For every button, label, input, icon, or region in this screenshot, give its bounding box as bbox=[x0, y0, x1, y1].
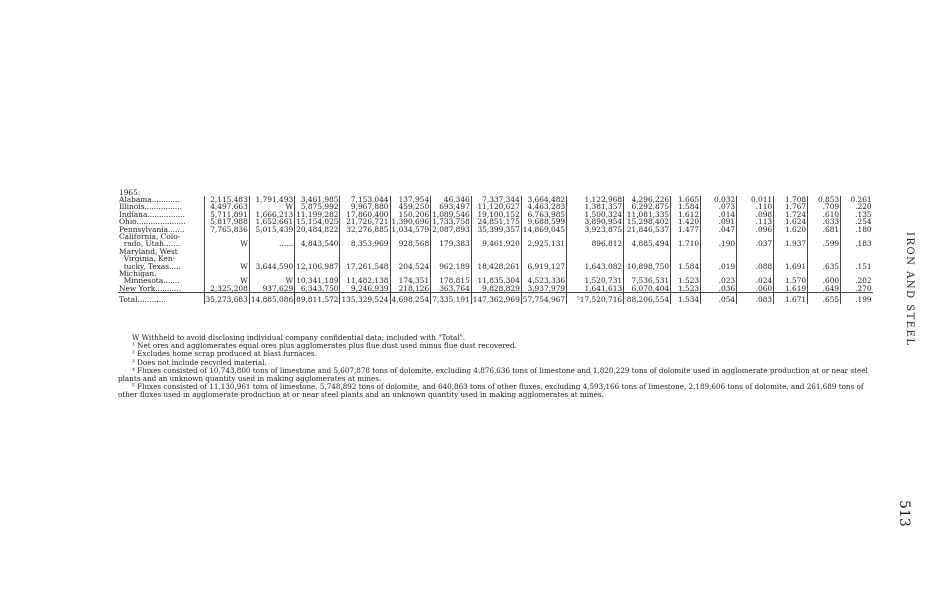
footnote-line: plants and an unknown quantity used in making agglomerates at mines. bbox=[118, 374, 382, 384]
table-cell: 10,898,750 bbox=[624, 248, 671, 270]
row-label bbox=[118, 248, 204, 270]
table-cell: 17,860,400 bbox=[340, 211, 390, 218]
table-cell: 3,890,954 bbox=[567, 218, 624, 225]
table-cell: W bbox=[204, 248, 249, 270]
footnote-line: other fluxes used in agglomerate production at or near steel plants and an unknown quantity used in making agglomerates at mines. bbox=[118, 390, 604, 400]
table-cell: 9,688,599 bbox=[521, 218, 566, 225]
table-cell: 0.011 bbox=[737, 196, 774, 203]
table-cell: 4,885,494 bbox=[624, 233, 671, 248]
footnotes bbox=[118, 334, 883, 400]
table-cell: 1.620 bbox=[774, 226, 808, 233]
table-cell: .180 bbox=[841, 226, 873, 233]
table-cell: 10,341,189 bbox=[295, 270, 340, 285]
table-cell: 150,206 bbox=[390, 211, 431, 218]
table-cell: 12,106,987 bbox=[295, 248, 340, 270]
table-cell: 1,381,357 bbox=[567, 203, 624, 210]
table-cell: 174,351 bbox=[390, 270, 431, 285]
table-cell: 19,100,152 bbox=[471, 211, 521, 218]
row-label-line: Pennsylvania....... bbox=[119, 224, 185, 234]
table-cell: 1.671 bbox=[774, 293, 808, 304]
table-cell: 11,199,282 bbox=[296, 209, 339, 219]
table-cell: .083 bbox=[737, 293, 774, 304]
row-label-line: Indiana................ bbox=[119, 209, 185, 219]
table-cell: .199 bbox=[841, 293, 873, 304]
table-cell: 9,967,880 bbox=[340, 203, 390, 210]
table-cell: .681 bbox=[808, 226, 841, 233]
footnote-line: ³ Does not include recycled material. bbox=[132, 357, 267, 367]
table-cell: .088 bbox=[737, 248, 774, 270]
table-cell: 7,335,191 bbox=[431, 293, 472, 304]
row-label-line: tucky, Texas..... bbox=[119, 261, 181, 271]
table-cell: 204,524 bbox=[390, 248, 431, 270]
row-label-line: Illinois................ bbox=[119, 202, 182, 212]
table-cell: 5,817,988 bbox=[204, 218, 249, 225]
table-cell: 6,919,127 bbox=[521, 248, 566, 270]
row-label-line: Alabama............ bbox=[119, 195, 180, 204]
table-cell: .202 bbox=[841, 270, 873, 285]
table-cell: 1.665 bbox=[671, 196, 701, 203]
table-cell: 8,353,969 bbox=[340, 233, 390, 248]
table-cell: 218,126 bbox=[390, 285, 431, 293]
table-cell: W bbox=[249, 270, 294, 285]
table-cell: 3,937,979 bbox=[521, 285, 566, 293]
table-cell: 17,261,548 bbox=[340, 248, 390, 270]
table-cell: 4,296,226 bbox=[624, 196, 671, 203]
table-cell: 46,346 bbox=[431, 196, 472, 203]
table-cell: 6,343,750 bbox=[295, 285, 340, 293]
table-cell: 57,754,967 bbox=[521, 293, 566, 304]
table-cell: 1,034,579 bbox=[391, 224, 430, 234]
table-cell: .600 bbox=[808, 270, 841, 285]
table-cell: 7,765,836 bbox=[204, 226, 249, 233]
table-cell: 2,325,208 bbox=[204, 285, 249, 293]
table-cell: 1,390,696 bbox=[391, 217, 430, 227]
year-label: 1965: bbox=[119, 187, 141, 197]
footnote-line: W Withheld to avoid disclosing individual company confidential data; included with "Total". bbox=[132, 333, 466, 342]
table-cell: .635 bbox=[808, 248, 841, 270]
table-cell: W bbox=[204, 233, 249, 248]
table-cell: 1,500,324 bbox=[567, 211, 624, 218]
table-cell: .270 bbox=[841, 285, 873, 293]
table-cell: 1.570 bbox=[774, 270, 808, 285]
table-cell: W bbox=[249, 203, 294, 210]
table-cell: .024 bbox=[737, 270, 774, 285]
table-cell: 32,276,885 bbox=[340, 226, 390, 233]
table-cell: 9,246,939 bbox=[340, 285, 390, 293]
table-cell: 4,463,283 bbox=[521, 203, 566, 210]
table-cell: .151 bbox=[841, 248, 873, 270]
table-cell: .019 bbox=[701, 248, 737, 270]
table-cell: 9,461,920 bbox=[471, 233, 521, 248]
table-row bbox=[118, 293, 873, 304]
table-cell: .110 bbox=[737, 203, 774, 210]
table-cell: .014 bbox=[701, 211, 737, 218]
table-cell: 1,641,613 bbox=[567, 285, 624, 293]
row-label-line: Michigan, bbox=[119, 269, 157, 279]
table-cell: 1,733,758 bbox=[432, 217, 470, 227]
table-cell: 1.534 bbox=[671, 293, 701, 304]
row-label-line: Virginia, Ken- bbox=[119, 254, 176, 264]
page-number: 513 bbox=[896, 500, 912, 527]
row-label bbox=[118, 270, 204, 285]
table-cell: 1.420 bbox=[671, 218, 701, 225]
table-cell: 1.612 bbox=[671, 211, 701, 218]
table-cell: 1.937 bbox=[774, 233, 808, 248]
table-cell: 1.710 bbox=[671, 233, 701, 248]
table-cell: 962,189 bbox=[431, 248, 472, 270]
table-cell: .091 bbox=[701, 218, 737, 225]
table-cell: 1.624 bbox=[774, 218, 808, 225]
table-cell: 1,666,213 bbox=[249, 211, 294, 218]
table-cell: 15,154,025 bbox=[296, 217, 339, 227]
table-cell: .190 bbox=[701, 233, 737, 248]
row-label-line: Total............ bbox=[119, 295, 166, 305]
table-cell: .113 bbox=[737, 218, 774, 225]
table-cell: 24,851,175 bbox=[471, 218, 521, 225]
table-cell: 896,812 bbox=[567, 233, 624, 248]
table-cell: 1.584 bbox=[671, 203, 701, 210]
table-cell: .054 bbox=[701, 293, 737, 304]
table-cell: 3,461,985 bbox=[295, 196, 340, 203]
table-cell: 4,698,254 bbox=[390, 293, 431, 304]
table-cell: .135 bbox=[841, 211, 873, 218]
table-cell: 5,875,992 bbox=[295, 203, 340, 210]
table-cell: 1.523 bbox=[671, 285, 701, 293]
table-body bbox=[118, 188, 873, 304]
table-cell: 1.691 bbox=[774, 248, 808, 270]
running-head: IRON AND STEEL bbox=[904, 232, 915, 347]
row-label bbox=[118, 285, 204, 293]
table-cell: 89,811,572 bbox=[295, 293, 340, 304]
table-cell: 178,815 bbox=[431, 270, 472, 285]
table-cell: 2,115,483 bbox=[204, 196, 249, 203]
footnote-line: ¹ Net ores and agglomerates equal ores plus agglomerates plus flue dust used minus flue dust recovered. bbox=[132, 341, 517, 351]
table-cell: .073 bbox=[701, 203, 737, 210]
table-cell: 18,428,261 bbox=[471, 248, 521, 270]
row-label-line: California, Colo- bbox=[119, 232, 181, 242]
table-cell: 179,383 bbox=[431, 233, 472, 248]
table-cell: 1,089,546 bbox=[432, 209, 470, 219]
data-table bbox=[118, 188, 873, 304]
table-cell: 21,726,721 bbox=[340, 218, 390, 225]
table-cell: 0.853 bbox=[808, 196, 841, 203]
table-row bbox=[118, 233, 873, 248]
table-cell: 1,122,968 bbox=[567, 196, 624, 203]
table-cell: 14,885,086 bbox=[249, 293, 294, 304]
table-cell: 363,764 bbox=[431, 285, 472, 293]
table-cell: 2,087,893 bbox=[432, 224, 470, 234]
row-label-line: Maryland, West bbox=[119, 246, 178, 256]
table-cell: 2,925,131 bbox=[521, 233, 566, 248]
table-cell: 7,337,344 bbox=[471, 196, 521, 203]
row-label-line: rado, Utah....... bbox=[119, 239, 181, 249]
table-cell: .047 bbox=[701, 226, 737, 233]
table-cell: .709 bbox=[808, 203, 841, 210]
table-cell: W bbox=[204, 270, 249, 285]
row-label bbox=[118, 233, 204, 248]
table-cell: 88,206,554 bbox=[624, 293, 671, 304]
table-cell: 1.767 bbox=[774, 203, 808, 210]
row-label-line: Ohio..................... bbox=[119, 217, 186, 227]
table-row bbox=[118, 248, 873, 270]
table-cell: 11,835,304 bbox=[471, 270, 521, 285]
table-cell: 1.708 bbox=[774, 196, 808, 203]
row-label-line: New York........... bbox=[119, 283, 182, 293]
table-cell: 1,643,082 bbox=[567, 248, 624, 270]
table-cell: 4,523,336 bbox=[521, 270, 566, 285]
table-cell: 937,629 bbox=[249, 285, 294, 293]
table-cell: 3,644,590 bbox=[249, 248, 294, 270]
table-cell: 1,520,731 bbox=[567, 270, 624, 285]
table-cell: 0.032 bbox=[701, 196, 737, 203]
table-cell: 7,153,044 bbox=[340, 196, 390, 203]
table-cell: 11,081,335 bbox=[624, 211, 671, 218]
table-cell: 3,923,875 bbox=[567, 226, 624, 233]
footnote-line: ⁴ Fluxes consisted of 10,743,800 tons of limestone and 5,607,878 tons of dolomite, excluding 4,876,636 tons of limestone and 1,820,229 tons of dolomite used in agglomerate production at or near steel bbox=[132, 365, 868, 375]
table-cell: 5,711,891 bbox=[204, 211, 249, 218]
table-cell: 4,497,663 bbox=[204, 203, 249, 210]
table-cell: 1.523 bbox=[671, 270, 701, 285]
table-cell: 14,869,045 bbox=[522, 224, 566, 234]
table-cell: 15,298,402 bbox=[624, 218, 671, 225]
table-cell: .655 bbox=[808, 293, 841, 304]
table-cell: .633 bbox=[808, 218, 841, 225]
table-cell: .599 bbox=[808, 233, 841, 248]
table-cell: 1.724 bbox=[774, 211, 808, 218]
table-cell: 35,399,357 bbox=[471, 226, 521, 233]
table-cell: .649 bbox=[808, 285, 841, 293]
table-cell: .036 bbox=[701, 285, 737, 293]
table-cell: ⁵17,520,716 bbox=[567, 293, 624, 304]
table-cell: 1,652,661 bbox=[249, 218, 294, 225]
table-cell: 1.619 bbox=[774, 285, 808, 293]
table-cell: 135,329,524 bbox=[340, 293, 390, 304]
table-row bbox=[118, 226, 873, 233]
table-row bbox=[118, 270, 873, 285]
footnote-line: ² Excludes home scrap produced at blast furnaces. bbox=[132, 349, 318, 359]
table-cell: 11,120,627 bbox=[471, 203, 521, 210]
table-cell: 11,482,138 bbox=[340, 270, 390, 285]
table-cell: .220 bbox=[841, 203, 873, 210]
table-cell: 0.261 bbox=[841, 196, 873, 203]
row-label bbox=[118, 293, 204, 304]
table-cell: .098 bbox=[737, 211, 774, 218]
table-cell: 6,763,985 bbox=[521, 211, 566, 218]
table-cell: .060 bbox=[737, 285, 774, 293]
table-cell: 21,846,537 bbox=[624, 226, 671, 233]
table-cell: 147,362,969 bbox=[471, 293, 521, 304]
table-cell: 1.477 bbox=[671, 226, 701, 233]
table-cell: 693,497 bbox=[431, 203, 472, 210]
table-cell: 1,791,493 bbox=[249, 196, 294, 203]
table-cell: .254 bbox=[841, 218, 873, 225]
footnote-line: ⁵ Fluxes consisted of 11,130,961 tons of limestone, 5,748,892 tons of dolomite, and 640,863 tons of other fluxes, excluding 4,593,166 tons of limestone, 2,189,606 tons of dolomite, and 261,689 tons of bbox=[132, 382, 864, 392]
table-cell: 7,536,531 bbox=[624, 270, 671, 285]
table-cell: .183 bbox=[841, 233, 873, 248]
table-cell: 6,292,875 bbox=[624, 203, 671, 210]
table-row bbox=[118, 285, 873, 293]
table-cell: .096 bbox=[737, 226, 774, 233]
table-cell: ...... bbox=[249, 233, 294, 248]
table-cell: 459,250 bbox=[390, 203, 431, 210]
table-cell: 5,015,439 bbox=[249, 226, 294, 233]
table-cell: 20,484,822 bbox=[296, 224, 339, 234]
table-cell: 1.584 bbox=[671, 248, 701, 270]
table-cell: .023 bbox=[701, 270, 737, 285]
table-cell: .037 bbox=[737, 233, 774, 248]
row-label-line: Minnesota....... bbox=[119, 276, 180, 286]
table-cell: 6,070,404 bbox=[624, 285, 671, 293]
table-cell: 3,664,482 bbox=[521, 196, 566, 203]
table-cell: 137,954 bbox=[390, 196, 431, 203]
table-cell: 928,568 bbox=[390, 233, 431, 248]
table-cell: 9,828,829 bbox=[471, 285, 521, 293]
table-cell: 35,273,683 bbox=[204, 293, 249, 304]
table-cell: 4,843,540 bbox=[295, 233, 340, 248]
table-cell: .610 bbox=[808, 211, 841, 218]
